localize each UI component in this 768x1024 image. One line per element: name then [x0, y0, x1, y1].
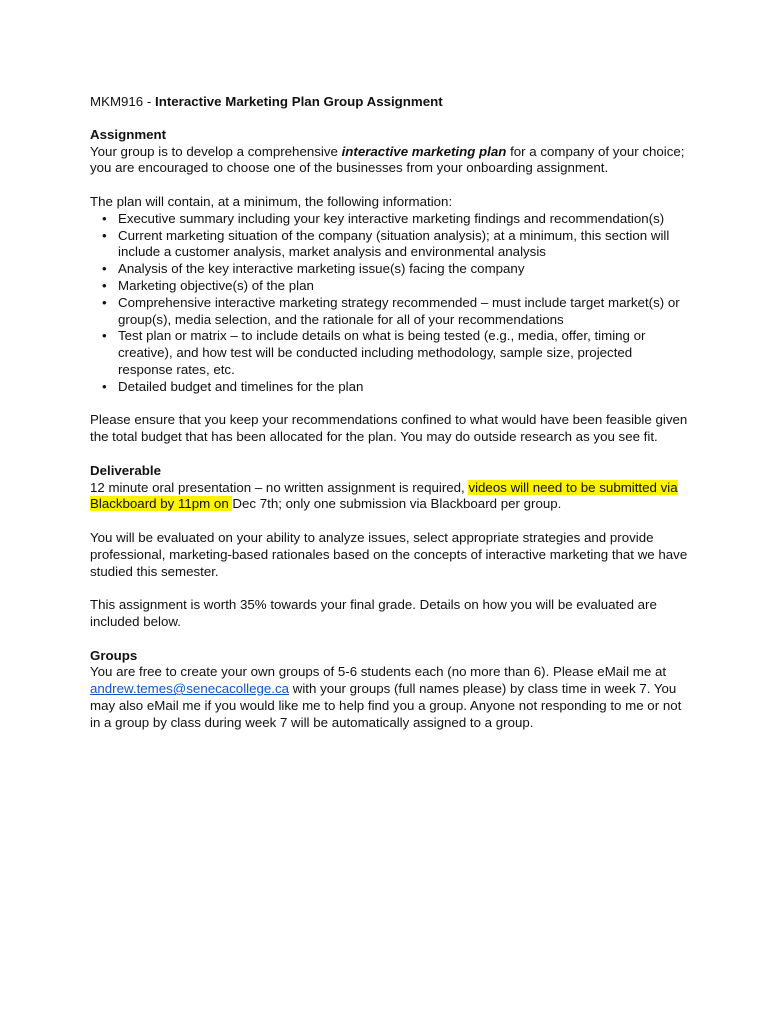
- deliverable-heading: Deliverable: [90, 462, 161, 478]
- groups-heading: Groups: [90, 647, 138, 663]
- document-title: [90, 94, 690, 111]
- list-item: • Test plan or matrix – to include details on what is being tested (e.g., media, offer, timing or creative), and how test will be conducted including methodology, sample size, projected response rates, etc.: [118, 328, 690, 378]
- assignment-intro-text-1: Your group is to develop a comprehensive: [90, 143, 342, 159]
- list-item: • Detailed budget and timelines for the plan: [118, 379, 690, 396]
- deliverable-details: [90, 480, 690, 514]
- evaluation-note: You will be evaluated on your ability to analyze issues, select appropriate strategies and provide professional, marketing-based rationales based on the concepts of interactive marketing that we have studied this semester.: [90, 529, 688, 579]
- assignment-intro: [90, 144, 690, 178]
- list-item: • Analysis of the key interactive marketing issue(s) facing the company: [118, 261, 690, 278]
- assignment-title: Interactive Marketing Plan Group Assignment: [155, 94, 443, 109]
- course-code: MKM916 -: [90, 94, 156, 109]
- document-body: [90, 94, 690, 731]
- grade-weight-note: This assignment is worth 35% towards your final grade. Details on how you will be evaluated are included below.: [90, 597, 657, 629]
- list-item: • Marketing objective(s) of the plan: [118, 278, 690, 295]
- groups-text-2: with your groups (full names please) by class time in week 7. You may also eMail me if you would like me to help find you a group. Anyone not responding to me or not in a group by class during week 7 will be automatically assigned to a group.: [90, 681, 682, 730]
- list-intro: The plan will contain, at a minimum, the following information:: [90, 193, 453, 209]
- emphasis-plan: interactive marketing plan: [341, 143, 507, 159]
- deliverable-text-2: Dec 7th; only one submission via Blackboard per group.: [232, 496, 562, 512]
- list-item: • Current marketing situation of the company (situation analysis); at a minimum, this section will include a customer analysis, market analysis and environmental analysis: [118, 228, 690, 262]
- list-item: • Comprehensive interactive marketing strategy recommended – must include target market(s) or group(s), media selection, and the rationale for all of your recommendations: [118, 295, 690, 329]
- budget-note: Please ensure that you keep your recommendations confined to what would have been feasible given the total budget that has been allocated for the plan. You may do outside research as you see fit.: [90, 412, 688, 445]
- instructor-email-link[interactable]: andrew.temes@senecacollege.ca: [90, 681, 290, 697]
- requirements-list: [90, 211, 690, 396]
- list-item: • Executive summary including your key interactive marketing findings and recommendation(s): [118, 211, 690, 228]
- assignment-heading: Assignment: [90, 126, 167, 142]
- assignment-intro-text-2: for a company of your choice; you are encouraged to choose one of the businesses from your onboarding assignment.: [90, 143, 685, 176]
- groups-text-1: You are free to create your own groups of 5-6 students each (no more than 6). Please eMail me at: [90, 664, 667, 680]
- highlighted-deadline: videos will need to be submitted via Blackboard by 11pm on: [90, 479, 678, 512]
- deliverable-text-1: 12 minute oral presentation – no written assignment is required,: [90, 479, 469, 495]
- groups-details: [90, 664, 690, 731]
